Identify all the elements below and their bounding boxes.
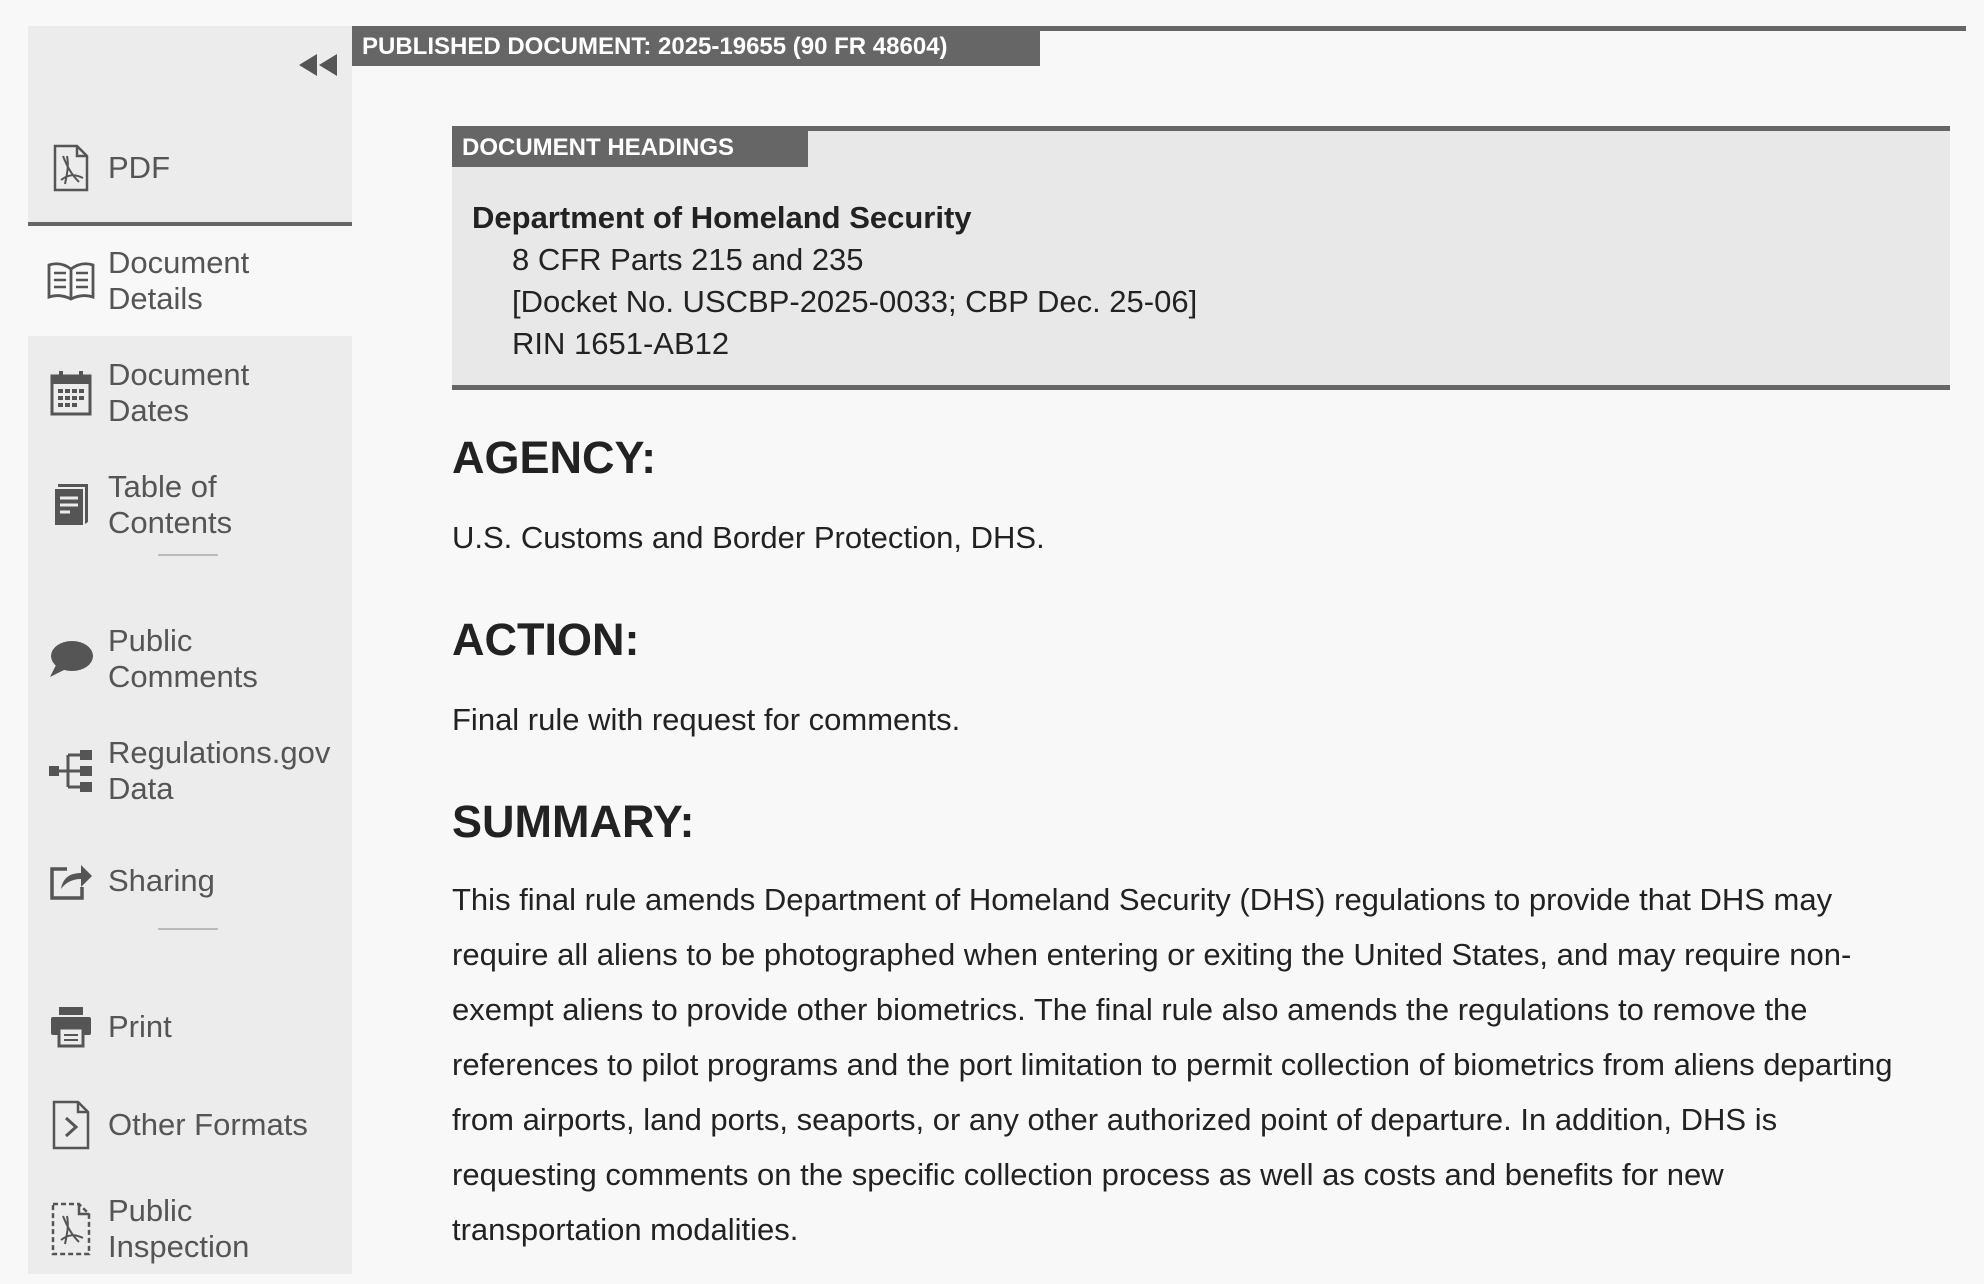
- sidebar-item-other-formats[interactable]: [28, 1070, 352, 1180]
- dashed-pdf-icon: [46, 1202, 96, 1256]
- cfr-parts: 8 CFR Parts 215 and 235: [512, 242, 864, 277]
- sidebar-item-label: PDF: [108, 150, 170, 185]
- sidebar-item-public-inspection[interactable]: [28, 1174, 352, 1284]
- action-text: Final rule with request for comments.: [452, 702, 961, 737]
- sidebar-item-label: Document Details: [108, 245, 250, 316]
- agency-text: U.S. Customs and Border Protection, DHS.: [452, 520, 1045, 555]
- open-book-icon: [46, 254, 96, 308]
- tree-data-icon: [46, 744, 96, 798]
- sidebar-item-pdf[interactable]: [28, 114, 352, 226]
- summary-heading: SUMMARY:: [452, 796, 695, 847]
- speech-bubble-icon: [46, 632, 96, 686]
- sidebar-item-label: Public Comments: [108, 623, 258, 694]
- sidebar-item-label: Document Dates: [108, 357, 250, 428]
- action-heading: ACTION:: [452, 614, 640, 665]
- sidebar-item-label: Regulations.gov Data: [108, 735, 331, 806]
- sidebar-item-label: Other Formats: [108, 1107, 308, 1142]
- calendar-icon: [46, 366, 96, 420]
- sidebar-divider: [158, 928, 218, 930]
- pdf-file-icon: [46, 141, 96, 195]
- sidebar-item-sharing[interactable]: [28, 826, 352, 936]
- published-document-label: PUBLISHED DOCUMENT: 2025-19655 (90 FR 48604): [352, 26, 1040, 66]
- agency-heading: AGENCY:: [452, 432, 657, 483]
- sidebar-item-label: Table of Contents: [108, 469, 233, 540]
- sidebar-item-label: Sharing: [108, 863, 215, 898]
- sidebar-item-public-comments[interactable]: [28, 604, 352, 714]
- double-chevron-left-icon: [299, 54, 337, 76]
- sidebar-divider: [158, 554, 218, 556]
- rin-number: RIN 1651-AB12: [512, 326, 730, 361]
- collapse-sidebar-button[interactable]: [298, 50, 338, 80]
- sidebar-item-table-of-contents[interactable]: [28, 450, 352, 560]
- sidebar-item-document-dates[interactable]: [28, 338, 352, 448]
- code-file-icon: [46, 1098, 96, 1152]
- summary-text: This final rule amends Department of Homeland Security (DHS) regulations to provide that DHS may require all aliens to be photographed when entering or exiting the United States, and may require non-exempt aliens to provide other biometrics. The final rule also amends the regulations to remove the references to pilot programs and the port limitation to permit collection of biometrics from aliens departing from airports, land ports, seaports, or any other authorized point of departure. In addition, DHS is requesting comments on the specific collection process as well as costs and benefits for new transportation modalities.: [452, 882, 1893, 1247]
- document-headings-label: DOCUMENT HEADINGS: [452, 131, 808, 167]
- printer-icon: [46, 1000, 96, 1054]
- toc-document-icon: [46, 478, 96, 532]
- sidebar-item-label: Print: [108, 1009, 172, 1044]
- sidebar-item-document-details[interactable]: [28, 226, 352, 336]
- share-icon: [46, 854, 96, 908]
- sidebar-item-print[interactable]: [28, 972, 352, 1082]
- sidebar-item-regulations-gov-data[interactable]: [28, 716, 352, 826]
- sidebar: [28, 26, 352, 1274]
- department-name: Department of Homeland Security: [472, 200, 972, 235]
- document-headings-box: [452, 126, 1950, 390]
- sidebar-item-label: Public Inspection: [108, 1193, 250, 1264]
- docket-number: [Docket No. USCBP-2025-0033; CBP Dec. 25-06]: [512, 284, 1198, 319]
